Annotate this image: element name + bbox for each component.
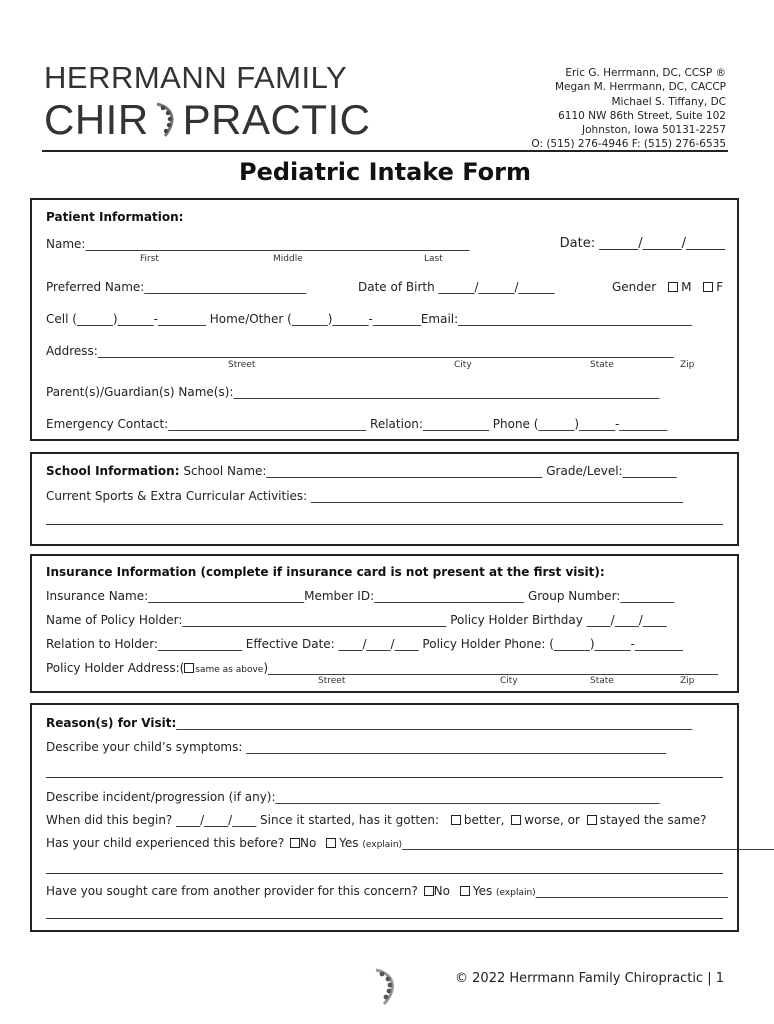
reason-field[interactable]: Reason(s) for Visit:______________________________________________________________________________________ bbox=[46, 716, 693, 730]
state-label: State bbox=[590, 360, 614, 370]
logo-practic: PRACTIC bbox=[182, 96, 371, 143]
incident-field[interactable]: Describe incident/progression (if any):________________________________________________________________ bbox=[46, 790, 660, 804]
section-heading: School Information: bbox=[46, 464, 180, 478]
emergency-contact-field[interactable]: Emergency Contact:_________________________________ Relation:___________ Phone (______)______-________ bbox=[46, 417, 668, 431]
first-name-label: First bbox=[140, 254, 159, 264]
other-no-label: No bbox=[433, 884, 450, 898]
zip-label: Zip bbox=[680, 676, 695, 686]
date-of-birth-field[interactable]: Date of Birth ______/______/______ bbox=[358, 280, 555, 294]
other-yes-label: Yes bbox=[472, 884, 493, 898]
other-provider-field[interactable]: Have you sought care from another provider for this concern? No Yes (explain)________________________________ bbox=[46, 884, 728, 898]
gender-f-label: F bbox=[716, 280, 724, 294]
relation-holder-field[interactable]: Relation to Holder:______________ Effective Date: ____/____/____ Policy Holder Phone: (______)______-________ bbox=[46, 637, 683, 651]
city-label: City bbox=[500, 676, 518, 686]
symptoms-field[interactable]: Describe your child’s symptoms: ______________________________________________________________________ bbox=[46, 740, 667, 754]
section-heading: Reason(s) for Visit: bbox=[46, 716, 177, 730]
page-title: Pediatric Intake Form bbox=[239, 158, 531, 186]
insurance-information-section bbox=[30, 554, 739, 693]
same-checkbox[interactable] bbox=[587, 815, 597, 825]
date-field[interactable]: Date: ______/______/______ bbox=[559, 236, 725, 251]
better-checkbox[interactable] bbox=[451, 815, 461, 825]
before-extra-line[interactable] bbox=[46, 873, 723, 874]
before-no-label: No bbox=[300, 836, 317, 850]
spine-icon bbox=[151, 100, 181, 140]
insurance-name-field[interactable]: Insurance Name:__________________________Member ID:_________________________ Group Number:_________ bbox=[46, 589, 675, 603]
address-field[interactable]: Address:________________________________________________________________________________________________ bbox=[46, 344, 674, 358]
gender-label: Gender bbox=[612, 280, 657, 294]
same-label: stayed the same? bbox=[599, 813, 707, 827]
activities-field[interactable]: Current Sports & Extra Curricular Activities: ______________________________________________________________ bbox=[46, 489, 684, 503]
patient-information-section bbox=[30, 198, 739, 441]
other-yes-checkbox[interactable] bbox=[460, 886, 470, 896]
activities-extra-line[interactable] bbox=[46, 524, 723, 525]
logo-line-1: HERRMANN FAMILY bbox=[44, 60, 348, 95]
policy-holder-field[interactable]: Name of Policy Holder:____________________________________________ Policy Holder Birthday ____/____/____ bbox=[46, 613, 667, 627]
logo-line-2 bbox=[44, 96, 371, 144]
logo-chir: CHIR bbox=[44, 96, 149, 143]
symptoms-extra-line[interactable] bbox=[46, 777, 723, 778]
preferred-name-field[interactable]: Preferred Name:___________________________ bbox=[46, 280, 307, 294]
school-information-section bbox=[30, 452, 739, 546]
header-divider bbox=[42, 150, 728, 152]
reason-for-visit-section bbox=[30, 703, 774, 932]
better-label: better, bbox=[463, 813, 505, 827]
contact-block bbox=[531, 66, 726, 152]
explain-label: (explain) bbox=[362, 840, 403, 850]
section-heading: Insurance Information (complete if insurance card is not present at the first visit): bbox=[46, 565, 605, 579]
street-label: Street bbox=[228, 360, 256, 370]
section-heading: Patient Information: bbox=[46, 210, 184, 224]
before-yes-label: Yes bbox=[339, 836, 359, 850]
spine-logo-icon bbox=[368, 966, 404, 1006]
same-as-above-checkbox[interactable] bbox=[184, 663, 194, 673]
contact-line: Michael S. Tiffany, DC bbox=[611, 95, 726, 108]
gender-f-checkbox[interactable] bbox=[703, 282, 713, 292]
contact-line: O: (515) 276-4946 F: (515) 276-6535 bbox=[531, 138, 726, 151]
zip-label: Zip bbox=[680, 360, 695, 370]
gender-m-label: M bbox=[681, 280, 692, 294]
gender-field bbox=[612, 280, 727, 294]
last-name-label: Last bbox=[424, 254, 443, 264]
city-label: City bbox=[454, 360, 472, 370]
street-label: Street bbox=[318, 676, 346, 686]
state-label: State bbox=[590, 676, 614, 686]
before-yes-checkbox[interactable] bbox=[326, 838, 336, 848]
phone-email-field[interactable]: Cell (______)______-________ Home/Other (______)______-________Email:_______________________________________ bbox=[46, 312, 693, 326]
contact-line: 6110 NW 86th Street, Suite 102 bbox=[558, 109, 726, 122]
explain-label: (explain) bbox=[496, 888, 536, 898]
gender-m-checkbox[interactable] bbox=[668, 282, 678, 292]
worse-label: worse, or bbox=[524, 813, 580, 827]
school-name-field[interactable]: School Information: School Name:______________________________________________ Grade/Level:_________ bbox=[46, 464, 677, 478]
other-no-checkbox[interactable] bbox=[424, 886, 434, 896]
before-no-checkbox[interactable] bbox=[290, 838, 300, 848]
name-field[interactable]: Name:________________________________________________________________ bbox=[46, 237, 470, 251]
guardian-name-field[interactable]: Parent(s)/Guardian(s) Name(s):_______________________________________________________________________ bbox=[46, 385, 660, 399]
worse-checkbox[interactable] bbox=[511, 815, 521, 825]
experienced-before-field[interactable]: Has your child experienced this before? No Yes (explain)______________________________________________________________ bbox=[46, 836, 774, 850]
other-extra-line[interactable] bbox=[46, 918, 723, 919]
contact-line: Megan M. Herrmann, DC, CACCP bbox=[554, 81, 726, 94]
middle-name-label: Middle bbox=[273, 254, 303, 264]
policy-holder-address-field[interactable]: Policy Holder Address:( same as above)___________________________________________________________________________ bbox=[46, 661, 719, 675]
contact-line: Johnston, Iowa 50131-2257 bbox=[582, 124, 726, 137]
footer-copyright: © 2022 Herrmann Family Chiropractic | 1 bbox=[455, 971, 724, 986]
onset-field[interactable]: When did this begin? ____/____/____ Since it started, has it gotten: better, worse, or stayed the same? bbox=[46, 813, 707, 827]
same-as-above-label: same as above bbox=[195, 665, 264, 675]
contact-line: Eric G. Herrmann, DC, CCSP ® bbox=[565, 67, 726, 79]
